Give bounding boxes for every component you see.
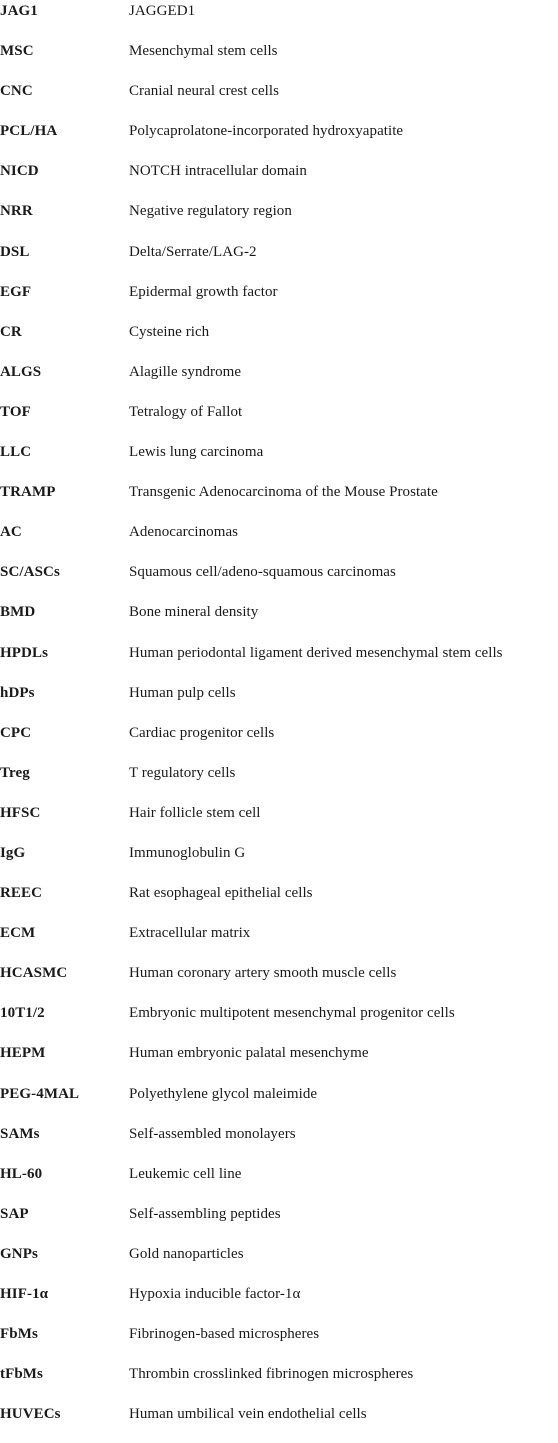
abbreviation-definition: Embryonic multipotent mesenchymal progenitor cells: [129, 1005, 455, 1022]
abbreviation-row: [0, 1083, 558, 1123]
abbreviation-term: HPDLs: [0, 644, 49, 661]
abbreviation-term: JAG1: [0, 3, 38, 19]
abbreviation-definition: JAGGED1: [129, 3, 196, 19]
abbreviation-row: [0, 241, 558, 281]
abbreviation-row: [0, 40, 558, 80]
abbreviation-term: HUVECs: [0, 1406, 61, 1423]
abbreviation-definition: NOTCH intracellular domain: [129, 163, 307, 180]
abbreviation-definition: Self-assembling peptides: [129, 1205, 281, 1222]
abbreviation-term: HIF-1α: [0, 1286, 49, 1302]
abbreviation-definition: Lewis lung carcinoma: [129, 444, 264, 461]
abbreviation-row: [0, 1363, 558, 1403]
abbreviation-term: TOF: [0, 403, 31, 420]
abbreviation-definition: Alagille syndrome: [129, 363, 242, 380]
abbreviation-row: [0, 321, 558, 361]
abbreviation-row: [0, 682, 558, 722]
abbreviation-row: [0, 120, 558, 160]
abbreviation-term: NRR: [0, 203, 33, 220]
abbreviation-definition: Adenocarcinomas: [129, 524, 239, 541]
abbreviation-definition: Tetralogy of Fallot: [129, 403, 243, 420]
abbreviation-term: DSL: [0, 243, 30, 260]
abbreviation-row: [0, 642, 558, 682]
abbreviation-term: ECM: [0, 925, 36, 942]
abbreviation-row: [0, 200, 558, 240]
abbreviation-definition: Negative regulatory region: [129, 203, 292, 220]
abbreviation-row: [0, 1403, 558, 1443]
abbreviation-term: hDPs: [0, 684, 35, 701]
abbreviation-row: [0, 1042, 558, 1082]
abbreviation-definition: Leukemic cell line: [129, 1165, 242, 1182]
abbreviation-term: FbMs: [0, 1326, 38, 1343]
abbreviation-row: [0, 722, 558, 762]
abbreviation-definition: Transgenic Adenocarcinoma of the Mouse Prostate: [129, 484, 438, 501]
abbreviation-row: [0, 962, 558, 1002]
abbreviation-definition: Hair follicle stem cell: [129, 804, 261, 821]
abbreviation-row: [0, 1323, 558, 1363]
abbreviation-term: IgG: [0, 844, 26, 861]
abbreviation-term: MSC: [0, 43, 34, 60]
abbreviation-term: CR: [0, 323, 22, 340]
abbreviation-definition: Human periodontal ligament derived mesenchymal stem cells: [129, 644, 503, 661]
abbreviation-row: [0, 441, 558, 481]
abbreviation-definition: Cardiac progenitor cells: [129, 724, 275, 741]
abbreviation-term: HL-60: [0, 1165, 43, 1182]
abbreviation-row: [0, 882, 558, 922]
abbreviation-term: 10T1/2: [0, 1005, 45, 1022]
abbreviation-term: CNC: [0, 83, 33, 100]
abbreviation-term: REEC: [0, 885, 43, 902]
abbreviation-definition: Thrombin crosslinked fibrinogen microspheres: [129, 1366, 414, 1383]
abbreviation-definition: Gold nanoparticles: [129, 1245, 244, 1262]
abbreviation-row: [0, 1163, 558, 1203]
abbreviation-definition: Mesenchymal stem cells: [129, 43, 278, 60]
abbreviation-term: PCL/HA: [0, 123, 58, 140]
abbreviation-definition: T regulatory cells: [129, 764, 236, 781]
abbreviation-term: Treg: [0, 764, 30, 781]
abbreviation-term: TRAMP: [0, 484, 56, 501]
abbreviation-term: NICD: [0, 163, 39, 180]
abbreviation-definition: Human umbilical vein endothelial cells: [129, 1406, 367, 1423]
abbreviation-term: SAP: [0, 1205, 29, 1222]
abbreviation-term: EGF: [0, 283, 32, 300]
abbreviation-row: [0, 80, 558, 120]
abbreviation-row: [0, 1243, 558, 1283]
abbreviation-definition: Polycaprolatone-incorporated hydroxyapatite: [129, 123, 404, 140]
abbreviation-definition: Cysteine rich: [129, 323, 210, 340]
abbreviation-row: [0, 401, 558, 441]
abbreviation-row: [0, 922, 558, 962]
abbreviation-term: SAMs: [0, 1125, 40, 1142]
abbreviation-row: [0, 281, 558, 321]
abbreviation-term: PEG-4MAL: [0, 1085, 80, 1102]
abbreviation-row: [0, 802, 558, 842]
abbreviation-definition: Human embryonic palatal mesenchyme: [129, 1045, 369, 1062]
abbreviation-row: [0, 842, 558, 882]
abbreviation-row: [0, 0, 558, 40]
abbreviation-definition: Polyethylene glycol maleimide: [129, 1085, 318, 1102]
abbreviation-row: [0, 160, 558, 200]
abbreviation-term: HEPM: [0, 1045, 46, 1062]
abbreviation-term: HFSC: [0, 804, 41, 821]
abbreviation-definition: Squamous cell/adeno-squamous carcinomas: [129, 564, 396, 581]
abbreviation-definition: Fibrinogen-based microspheres: [129, 1326, 320, 1343]
abbreviation-row: [0, 361, 558, 401]
abbreviation-row: [0, 601, 558, 641]
abbreviation-term: GNPs: [0, 1245, 38, 1262]
abbreviation-definition: Human pulp cells: [129, 684, 236, 701]
abbreviation-row: [0, 762, 558, 802]
abbreviation-definition: Delta/Serrate/LAG-2: [129, 243, 257, 260]
abbreviation-row: [0, 481, 558, 521]
abbreviation-term: LLC: [0, 444, 32, 461]
abbreviation-term: HCASMC: [0, 965, 68, 982]
abbreviation-row: [0, 1203, 558, 1243]
abbreviation-row: [0, 521, 558, 561]
abbreviation-definition: Immunoglobulin G: [129, 844, 246, 861]
abbreviation-term: ALGS: [0, 363, 42, 380]
abbreviation-definition: Rat esophageal epithelial cells: [129, 885, 313, 902]
abbreviation-term: AC: [0, 524, 22, 541]
abbreviation-row: [0, 1002, 558, 1042]
abbreviation-definition: Bone mineral density: [129, 604, 259, 621]
abbreviation-definition: Epidermal growth factor: [129, 283, 278, 300]
abbreviation-definition: Extracellular matrix: [129, 925, 251, 942]
abbreviation-row: [0, 561, 558, 601]
abbreviation-term: SC/ASCs: [0, 564, 60, 581]
abbreviation-definition: Hypoxia inducible factor-1α: [129, 1286, 301, 1302]
abbreviation-term: BMD: [0, 604, 36, 621]
abbreviation-definition: Self-assembled monolayers: [129, 1125, 296, 1142]
abbreviation-row: [0, 1123, 558, 1163]
abbreviation-definition: Cranial neural crest cells: [129, 83, 279, 100]
abbreviation-term: tFbMs: [0, 1366, 43, 1383]
abbreviation-term: CPC: [0, 724, 32, 741]
abbreviation-row: [0, 1283, 558, 1323]
abbreviation-definition: Human coronary artery smooth muscle cells: [129, 965, 397, 982]
